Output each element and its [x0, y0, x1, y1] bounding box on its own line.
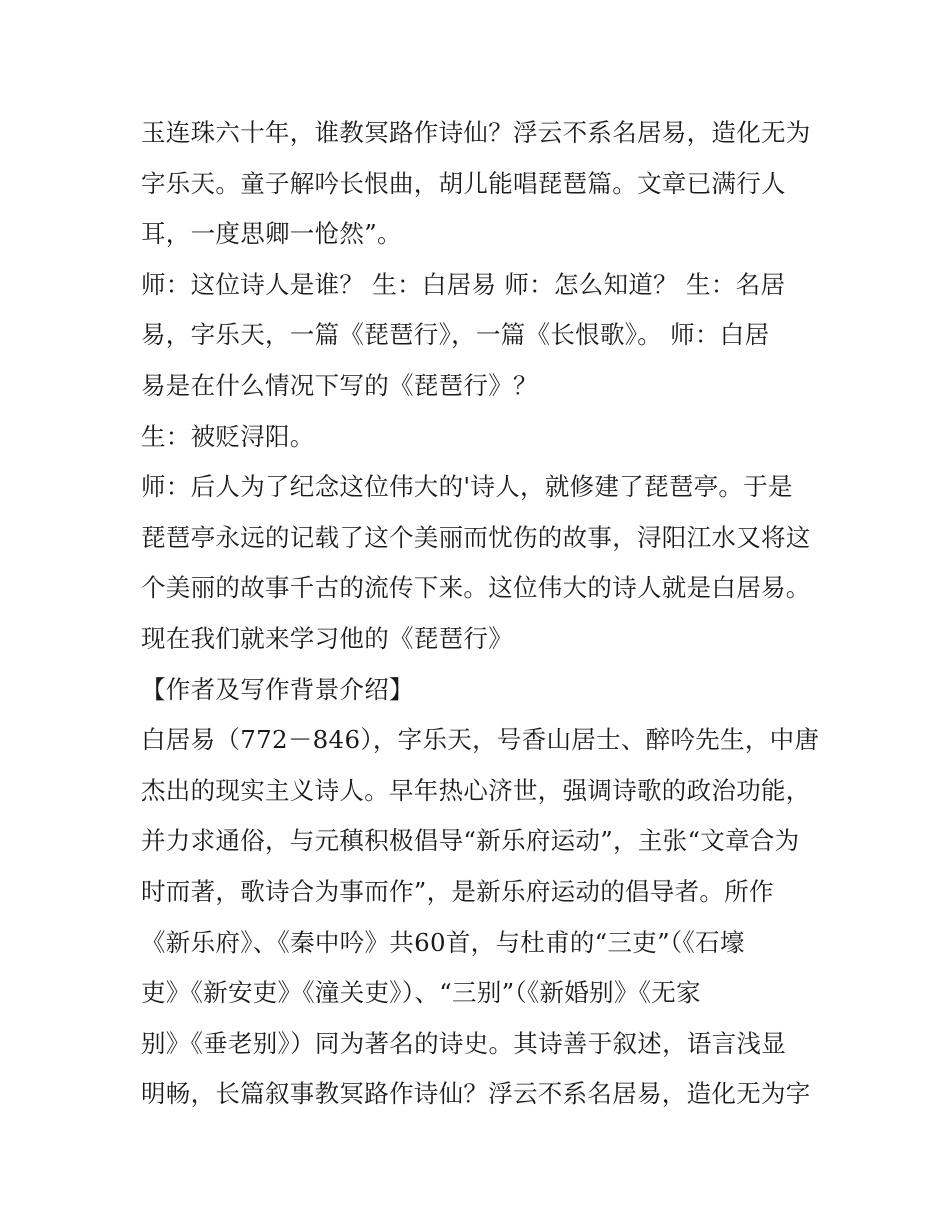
text-line: 白居易（772－846），字乐天，号香山居士、醉吟先生，中唐 — [141, 725, 820, 755]
text-line: 《新乐府》、《秦中吟》共60首，与杜甫的“三吏”（《石壕 — [141, 927, 745, 957]
dialogue-line: 现在我们就来学习他的《琵琶行》 — [141, 623, 513, 653]
document-body — [141, 108, 821, 1120]
dialogue-line: 易是在什么情况下写的《琵琶行》？ — [141, 370, 538, 400]
text-line: 杰出的现实主义诗人。早年热心济世，强调诗歌的政治功能， — [141, 775, 811, 805]
text-line: 时而著，歌诗合为事而作”，是新乐府运动的倡导者。所作 — [141, 876, 774, 906]
text-line: 耳，一度思卿一怆然”。 — [141, 219, 402, 249]
dialogue-line: 生：被贬浔阳。 — [141, 421, 315, 451]
dialogue-line: 师：后人为了纪念这位伟大的'诗人，就修建了琵琶亭。于是 — [141, 472, 793, 502]
dialogue-line: 师：这位诗人是谁？ 生：白居易 师：怎么知道？ 生：名居 — [141, 269, 786, 299]
text-line: 并力求通俗，与元稹积极倡导“新乐府运动”，主张“文章合为 — [141, 826, 800, 856]
text-line: 玉连珠六十年，谁教冥路作诗仙？浮云不系名居易，造化无为 — [141, 118, 811, 147]
text-line: 字乐天。童子解吟长恨曲，胡儿能唱琵琶篇。文章已满行人 — [141, 168, 786, 198]
text-line: 别》《垂老别》）同为著名的诗史。其诗善于叙述，语言浅显 — [141, 1028, 787, 1058]
text-line: 吏》《新安吏》《潼关吏》）、“三别”（《新婚别》《无家 — [141, 978, 701, 1008]
dialogue-line: 易，字乐天，一篇《琵琶行》，一篇《长恨歌》。 师：白居 — [141, 320, 770, 350]
dialogue-line: 琵琶亭永远的记载了这个美丽而忧伤的故事，浔阳江水又将这 — [141, 522, 811, 552]
dialogue-line: 个美丽的故事千古的流传下来。这位伟大的诗人就是白居易。 — [141, 573, 811, 603]
text-line: 明畅，长篇叙事教冥路作诗仙？浮云不系名居易，造化无为字 — [141, 1079, 811, 1109]
section-heading: 【作者及写作背景介绍】 — [141, 674, 414, 704]
